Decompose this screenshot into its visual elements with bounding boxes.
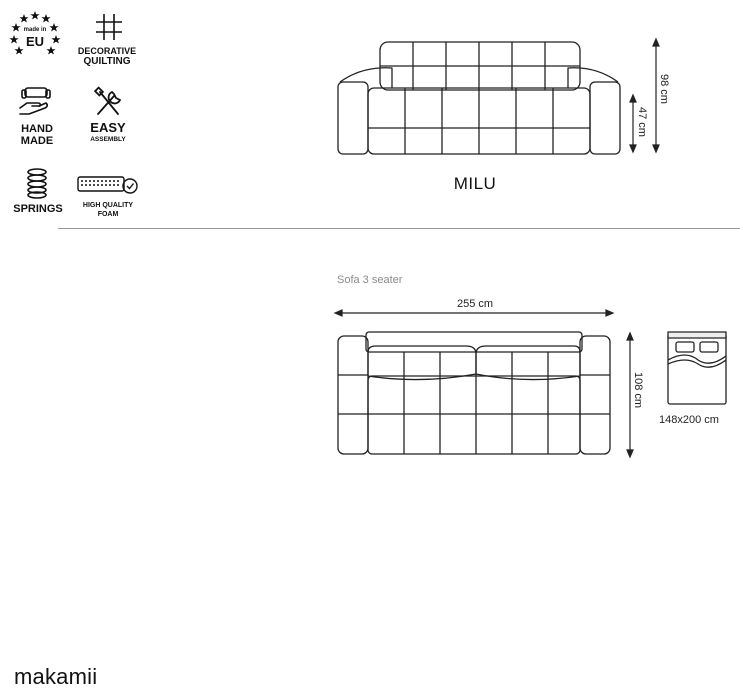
bed-icon bbox=[666, 330, 730, 408]
feature-line: HAND bbox=[21, 123, 53, 135]
feature-line: EASY bbox=[90, 120, 126, 135]
seat-height-text: 47 cm bbox=[636, 107, 649, 137]
easy-assembly-icon bbox=[94, 88, 122, 118]
feature-line: DECORATIVE bbox=[77, 46, 137, 56]
decorative-quilting-label bbox=[74, 46, 140, 67]
made-in-eu-badge bbox=[11, 10, 59, 58]
height-total-label bbox=[660, 74, 680, 124]
high-quality-foam-icon bbox=[77, 173, 139, 199]
width-label: 255 cm bbox=[456, 298, 494, 310]
divider bbox=[58, 228, 740, 229]
springs-label: SPRINGS bbox=[13, 203, 63, 215]
feature-line: ASSEMBLY bbox=[90, 136, 126, 143]
feature-line: MADE bbox=[20, 135, 54, 147]
made-in-text: made in bbox=[23, 27, 47, 33]
eu-text: EU bbox=[25, 34, 45, 49]
easy-assembly-label bbox=[80, 121, 136, 144]
model-name: MILU bbox=[453, 174, 497, 193]
hand-made-label bbox=[10, 123, 64, 147]
brand-logo: makamii bbox=[14, 664, 98, 689]
depth-text: 108 cm bbox=[632, 372, 645, 409]
bed-size-label: 148x200 cm bbox=[659, 414, 719, 426]
sofa-front-view-drawing bbox=[332, 38, 672, 158]
depth-label bbox=[634, 372, 654, 432]
feature-line: HIGH QUALITY bbox=[82, 202, 134, 209]
view-subtitle: Sofa 3 seater bbox=[337, 274, 403, 286]
hand-made-icon bbox=[19, 86, 55, 116]
sofa-top-view-drawing bbox=[334, 328, 614, 458]
decorative-quilting-icon bbox=[94, 12, 124, 42]
feature-line: QUILTING bbox=[83, 56, 131, 67]
seat-height-label bbox=[638, 107, 658, 157]
feature-line: FOAM bbox=[97, 211, 119, 218]
springs-icon bbox=[24, 168, 50, 198]
height-total-text: 98 cm bbox=[658, 74, 671, 104]
high-quality-foam-label bbox=[78, 201, 138, 219]
